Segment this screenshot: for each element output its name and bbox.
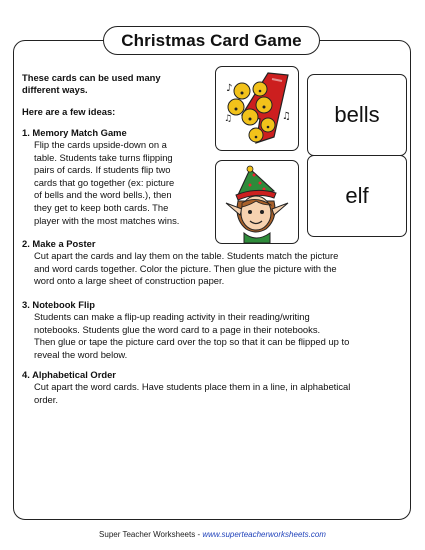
intro-text bbox=[22, 72, 207, 96]
intro-line-2: different ways. bbox=[22, 84, 88, 95]
body-line: player with the most matches wins. bbox=[34, 214, 180, 226]
elf-picture-icon bbox=[216, 161, 298, 243]
body-line: word onto a large sheet of construction paper. bbox=[34, 275, 225, 287]
page-title: Christmas Card Game bbox=[103, 26, 320, 55]
intro-line-1: These cards can be used many bbox=[22, 72, 161, 83]
footer bbox=[0, 530, 425, 539]
elf-picture-card bbox=[215, 160, 299, 244]
body-line: Cut apart the word cards. Have students place them in a line, in alphabetical bbox=[34, 381, 351, 392]
bells-word: bells bbox=[334, 102, 380, 127]
svg-text:♫: ♫ bbox=[224, 114, 233, 124]
section-heading-memory-match: 1. Memory Match Game bbox=[22, 127, 127, 138]
bells-picture-card bbox=[215, 66, 299, 151]
section-body-make-poster bbox=[34, 250, 409, 288]
svg-text:♫: ♫ bbox=[282, 111, 291, 122]
body-line: Cut apart the cards and lay them on the table. Students match the picture bbox=[34, 250, 339, 261]
body-line: reveal the word below. bbox=[34, 348, 128, 360]
body-line: and word cards together. Color the picture. Then glue the picture with the bbox=[34, 262, 337, 274]
bells-picture-icon bbox=[216, 67, 298, 150]
section-body-alphabetical-order bbox=[34, 381, 409, 406]
body-line: cards that go together (ex: picture bbox=[34, 176, 175, 188]
body-line: notebooks. Students glue the word card to a page in their notebooks. bbox=[34, 323, 321, 335]
bells-word-card bbox=[307, 74, 407, 156]
section-body-notebook-flip bbox=[34, 311, 409, 361]
footer-link[interactable]: www.superteacherworksheets.com bbox=[202, 530, 326, 539]
section-body-memory-match bbox=[34, 139, 214, 227]
body-line: order. bbox=[34, 393, 58, 405]
svg-text:♪: ♪ bbox=[226, 83, 233, 94]
ideas-heading: Here are a few ideas: bbox=[22, 106, 116, 117]
elf-word: elf bbox=[345, 183, 369, 208]
section-heading-notebook-flip: 3. Notebook Flip bbox=[22, 299, 95, 310]
body-line: they get to keep both cards. The bbox=[34, 201, 169, 213]
body-line: of bells and the word bells.), then bbox=[34, 189, 172, 201]
body-line: table. Students take turns flipping bbox=[34, 151, 173, 163]
body-line: Students can make a flip-up reading activity in their reading/writing bbox=[34, 311, 310, 322]
body-line: Flip the cards upside-down on a bbox=[34, 139, 167, 150]
section-heading-make-poster: 2. Make a Poster bbox=[22, 238, 96, 249]
body-line: Then glue or tape the picture card over the top so that it can be flipped up to bbox=[34, 336, 350, 348]
section-heading-alphabetical-order: 4. Alphabetical Order bbox=[22, 369, 116, 380]
footer-brand: Super Teacher Worksheets bbox=[99, 530, 196, 539]
elf-word-card bbox=[307, 155, 407, 237]
body-line: pairs of cards. If students flip two bbox=[34, 164, 171, 176]
footer-separator: - bbox=[195, 530, 203, 539]
